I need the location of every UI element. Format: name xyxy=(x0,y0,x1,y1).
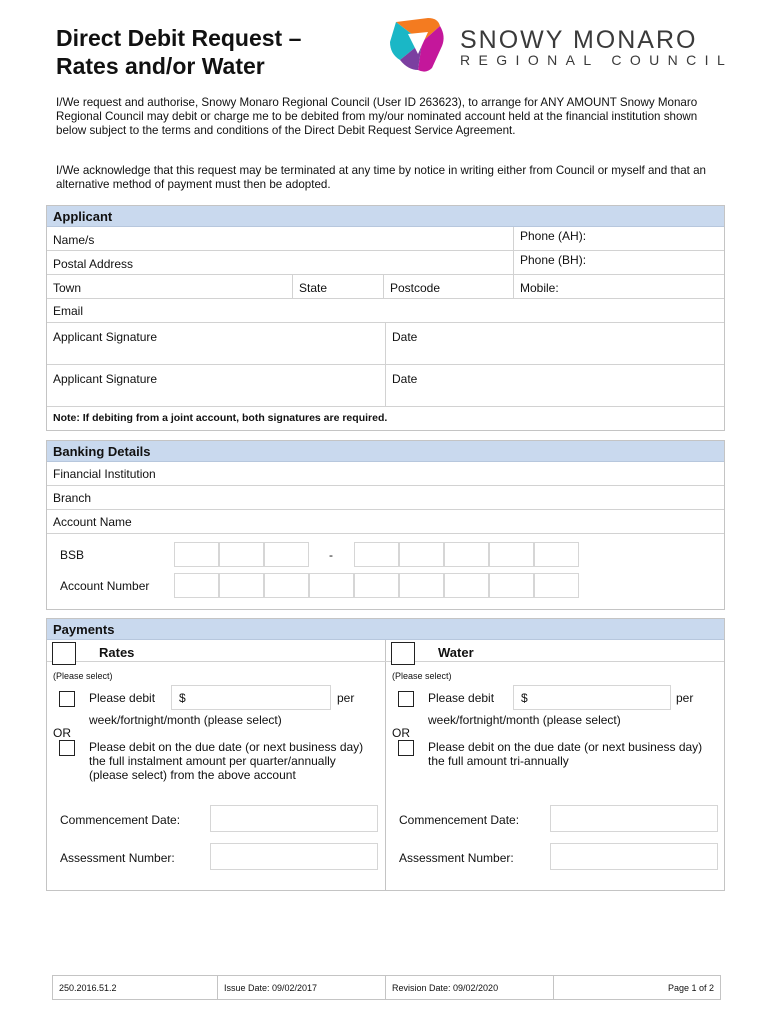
banking-row-account-name xyxy=(47,510,724,534)
logo-name: SNOWY MONARO xyxy=(460,26,698,54)
banking-heading: Banking Details xyxy=(47,441,724,462)
postal-address-field[interactable] xyxy=(47,251,514,274)
water-assessment-number-field[interactable] xyxy=(550,843,718,870)
footer-revision-date: Revision Date: 09/02/2020 xyxy=(386,975,554,1000)
title-line-2: Rates and/or Water xyxy=(56,53,265,79)
banking-row-institution xyxy=(47,462,724,486)
water-or-label: OR xyxy=(392,726,410,740)
account-number-label: Account Number xyxy=(60,579,150,593)
phone-ah-field[interactable] xyxy=(514,227,724,250)
email-label: Email xyxy=(53,304,84,318)
applicant-row-names xyxy=(47,227,724,251)
postcode-field[interactable] xyxy=(384,275,514,298)
council-logo-mark-icon xyxy=(388,16,448,74)
mobile-label: Mobile: xyxy=(520,281,559,295)
rates-amount-field[interactable] xyxy=(171,685,331,710)
names-field[interactable] xyxy=(47,227,514,250)
water-checkbox[interactable] xyxy=(391,642,415,665)
rates-assessment-label: Assessment Number: xyxy=(60,851,175,865)
water-commencement-label: Commencement Date: xyxy=(399,813,520,827)
bsb-digit-box[interactable] xyxy=(354,542,399,567)
town-field[interactable] xyxy=(47,275,293,298)
bsb-digit-box[interactable] xyxy=(534,542,579,567)
rates-assessment-number-field[interactable] xyxy=(210,843,378,870)
water-period-label: week/fortnight/month (please select) xyxy=(428,713,621,727)
council-logo xyxy=(388,16,734,74)
water-due-date-checkbox[interactable] xyxy=(398,740,414,756)
page-title xyxy=(56,24,301,80)
title-line-1: Direct Debit Request – xyxy=(56,25,302,51)
financial-institution-field[interactable] xyxy=(47,462,724,485)
rates-commencement-label: Commencement Date: xyxy=(60,813,181,827)
rates-per-label: per xyxy=(337,691,355,705)
water-due-date-label: Please debit on the due date (or next business day) the full amount tri-annually xyxy=(428,740,703,768)
payments-heading: Payments xyxy=(47,619,724,640)
rates-currency-symbol: $ xyxy=(179,691,186,705)
phone-ah-label: Phone (AH): xyxy=(520,229,587,243)
date-label-2: Date xyxy=(392,372,418,386)
phone-bh-label: Phone (BH): xyxy=(520,253,587,267)
mobile-field[interactable] xyxy=(514,275,724,298)
water-please-debit-label: Please debit xyxy=(428,691,495,705)
water-commencement-date-field[interactable] xyxy=(550,805,718,832)
water-title: Water xyxy=(438,645,474,660)
rates-period-label: week/fortnight/month (please select) xyxy=(89,713,282,727)
footer-page-number: Page 1 of 2 xyxy=(554,975,721,1000)
applicant-section xyxy=(46,205,725,431)
account-number-digit-box[interactable] xyxy=(489,573,534,598)
applicant-row-town xyxy=(47,275,724,299)
signature-label-2: Applicant Signature xyxy=(53,372,158,386)
footer-document-code: 250.2016.51.2 xyxy=(52,975,218,1000)
banking-row-branch xyxy=(47,486,724,510)
date-field-2[interactable] xyxy=(386,365,724,406)
rates-due-date-checkbox[interactable] xyxy=(59,740,75,756)
account-name-label: Account Name xyxy=(53,515,132,529)
rates-checkbox[interactable] xyxy=(52,642,76,665)
date-label-1: Date xyxy=(392,330,418,344)
branch-field[interactable] xyxy=(47,486,724,509)
financial-institution-label: Financial Institution xyxy=(53,467,156,481)
applicant-row-signature-2 xyxy=(47,365,724,407)
intro-paragraph-authorise: I/We request and authorise, Snowy Monaro Regional Council (User ID 263623), to arrange for ANY AMOUNT Snowy Monaro Regional Council may debit or charge me to be debited from my/our nominated account held at the financial institution shown below subject to the terms and conditions of the Direct Debit Request Service Agreement. xyxy=(56,96,698,137)
water-currency-symbol: $ xyxy=(521,691,528,705)
water-amount-field[interactable] xyxy=(513,685,671,710)
bsb-digit-box[interactable] xyxy=(264,542,309,567)
banking-section xyxy=(46,440,725,610)
applicant-row-signature-1 xyxy=(47,323,724,365)
applicant-row-note xyxy=(47,407,724,430)
bsb-label: BSB xyxy=(60,548,85,562)
branch-label: Branch xyxy=(53,491,92,505)
intro-paragraph-acknowledge: I/We acknowledge that this request may be terminated at any time by notice in writing either from Council or myself and that an alternative method of payment must then be adopted. xyxy=(56,164,706,191)
account-number-digit-box[interactable] xyxy=(534,573,579,598)
payments-section xyxy=(46,618,725,891)
joint-account-note: Note: If debiting from a joint account, both signatures are required. xyxy=(53,412,388,424)
payments-column-divider xyxy=(385,640,386,891)
date-field-1[interactable] xyxy=(386,323,724,364)
applicant-row-email xyxy=(47,299,724,323)
logo-subtitle: REGIONAL COUNCIL xyxy=(460,52,734,68)
rates-title: Rates xyxy=(99,645,135,660)
signature-field-2[interactable] xyxy=(47,365,386,406)
town-label: Town xyxy=(53,281,82,295)
bsb-digit-box[interactable] xyxy=(489,542,534,567)
payments-header-divider xyxy=(47,661,724,662)
account-number-digit-box[interactable] xyxy=(399,573,444,598)
account-number-digit-box[interactable] xyxy=(174,573,219,598)
phone-bh-field[interactable] xyxy=(514,251,724,274)
bsb-separator: - xyxy=(329,548,333,562)
account-number-digit-box[interactable] xyxy=(354,573,399,598)
applicant-row-postal xyxy=(47,251,724,275)
signature-field-1[interactable] xyxy=(47,323,386,364)
rates-please-debit-label: Please debit xyxy=(89,691,156,705)
signature-label-1: Applicant Signature xyxy=(53,330,158,344)
rates-due-date-label: Please debit on the due date (or next business day) the full instalment amount per quarter/annually (please select) from the above account xyxy=(89,740,364,782)
names-label: Name/s xyxy=(53,233,95,247)
water-per-label: per xyxy=(676,691,694,705)
account-number-digit-box[interactable] xyxy=(264,573,309,598)
footer-issue-date: Issue Date: 09/02/2017 xyxy=(218,975,386,1000)
account-name-field[interactable] xyxy=(47,510,724,533)
account-number-digit-box[interactable] xyxy=(444,573,489,598)
bsb-digit-box[interactable] xyxy=(399,542,444,567)
bsb-digit-box[interactable] xyxy=(219,542,264,567)
applicant-heading: Applicant xyxy=(47,206,724,227)
water-please-debit-checkbox[interactable] xyxy=(398,691,414,707)
account-number-digit-box[interactable] xyxy=(219,573,264,598)
email-field[interactable] xyxy=(47,299,724,322)
rates-please-select: (Please select) xyxy=(53,671,113,681)
bsb-digit-box[interactable] xyxy=(444,542,489,567)
state-label: State xyxy=(299,281,328,295)
water-assessment-label: Assessment Number: xyxy=(399,851,514,865)
rates-please-debit-checkbox[interactable] xyxy=(59,691,75,707)
account-number-digit-box[interactable] xyxy=(309,573,354,598)
bsb-digit-box[interactable] xyxy=(174,542,219,567)
postal-address-label: Postal Address xyxy=(53,257,134,271)
rates-commencement-date-field[interactable] xyxy=(210,805,378,832)
water-please-select: (Please select) xyxy=(392,671,452,681)
postcode-label: Postcode xyxy=(390,281,441,295)
rates-or-label: OR xyxy=(53,726,71,740)
state-field[interactable] xyxy=(293,275,384,298)
